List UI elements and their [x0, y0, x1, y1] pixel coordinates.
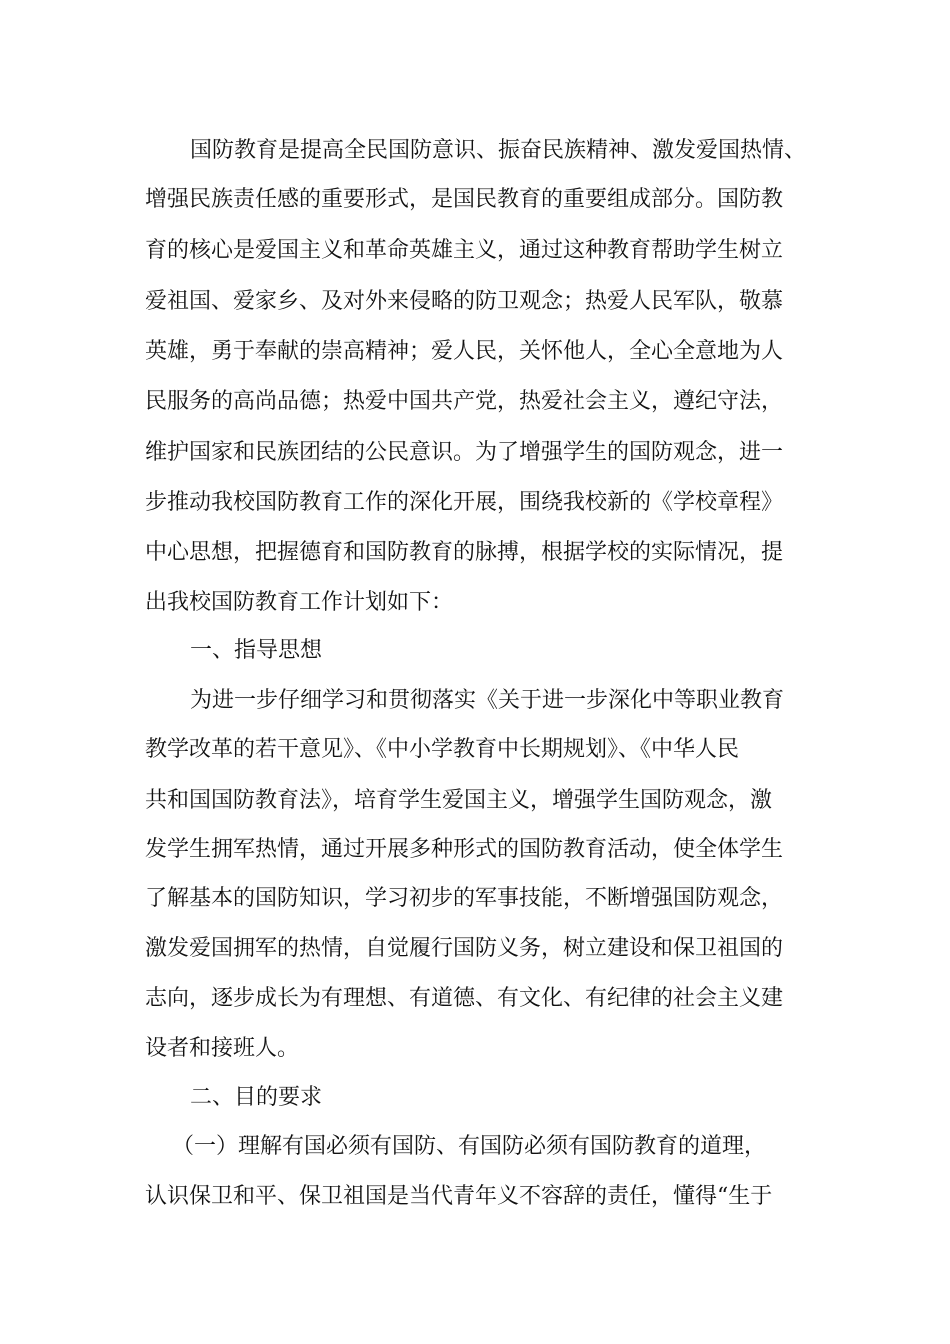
paragraph-objective-line-1: （一）理解有国必须有国防、有国防必须有国防教育的道理， [172, 1134, 767, 1159]
paragraph-guiding-line-3: 共和国国防教育法》，培育学生爱国主义，增强学生国防观念，激 [145, 788, 773, 813]
paragraph-intro-line-7: 维护国家和民族团结的公民意识。为了增强学生的国防观念，进一 [145, 440, 784, 465]
paragraph-guiding-line-5: 了解基本的国防知识，学习初步的军事技能，不断增强国防观念， [145, 886, 784, 911]
paragraph-intro-line-9: 中心思想，把握德育和国防教育的脉搏，根据学校的实际情况，提 [145, 540, 784, 565]
paragraph-intro-line-10: 出我校国防教育工作计划如下： [145, 590, 454, 615]
section-heading-guiding-ideology: 一、指导思想 [190, 638, 323, 663]
paragraph-intro-line-8: 步推动我校国防教育工作的深化开展，围绕我校新的《学校章程》 [145, 490, 784, 515]
paragraph-intro-line-4: 爱祖国、爱家乡、及对外来侵略的防卫观念；热爱人民军队，敬慕 [145, 289, 784, 314]
paragraph-intro-line-3: 育的核心是爱国主义和革命英雄主义，通过这种教育帮助学生树立 [145, 238, 784, 263]
paragraph-intro-line-1: 国防教育是提高全民国防意识、振奋民族精神、激发爱国热情、 [190, 138, 807, 163]
paragraph-guiding-line-7: 志向，逐步成长为有理想、有道德、有文化、有纪律的社会主义建 [145, 986, 784, 1011]
paragraph-intro-line-5: 英雄，勇于奉献的崇高精神；爱人民，关怀他人，全心全意地为人 [145, 339, 784, 364]
paragraph-guiding-line-6: 激发爱国拥军的热情，自觉履行国防义务，树立建设和保卫祖国的 [145, 936, 784, 961]
paragraph-intro-line-2: 增强民族责任感的重要形式，是国民教育的重要组成部分。国防教 [145, 187, 784, 212]
paragraph-objective-line-2: 认识保卫和平、保卫祖国是当代青年义不容辞的责任，懂得“生于 [145, 1184, 773, 1209]
paragraph-guiding-line-8: 设者和接班人。 [145, 1036, 300, 1061]
paragraph-intro-line-6: 民服务的高尚品德；热爱中国共产党，热爱社会主义，遵纪守法， [145, 389, 784, 414]
paragraph-guiding-line-4: 发学生拥军热情，通过开展多种形式的国防教育活动，使全体学生 [145, 837, 784, 862]
paragraph-guiding-line-2: 教学改革的若干意见》、《中小学教育中长期规划》、《中华人民 [145, 737, 740, 762]
section-heading-objectives: 二、目的要求 [190, 1085, 323, 1110]
paragraph-guiding-line-1: 为进一步仔细学习和贯彻落实《关于进一步深化中等职业教育 [190, 688, 785, 713]
